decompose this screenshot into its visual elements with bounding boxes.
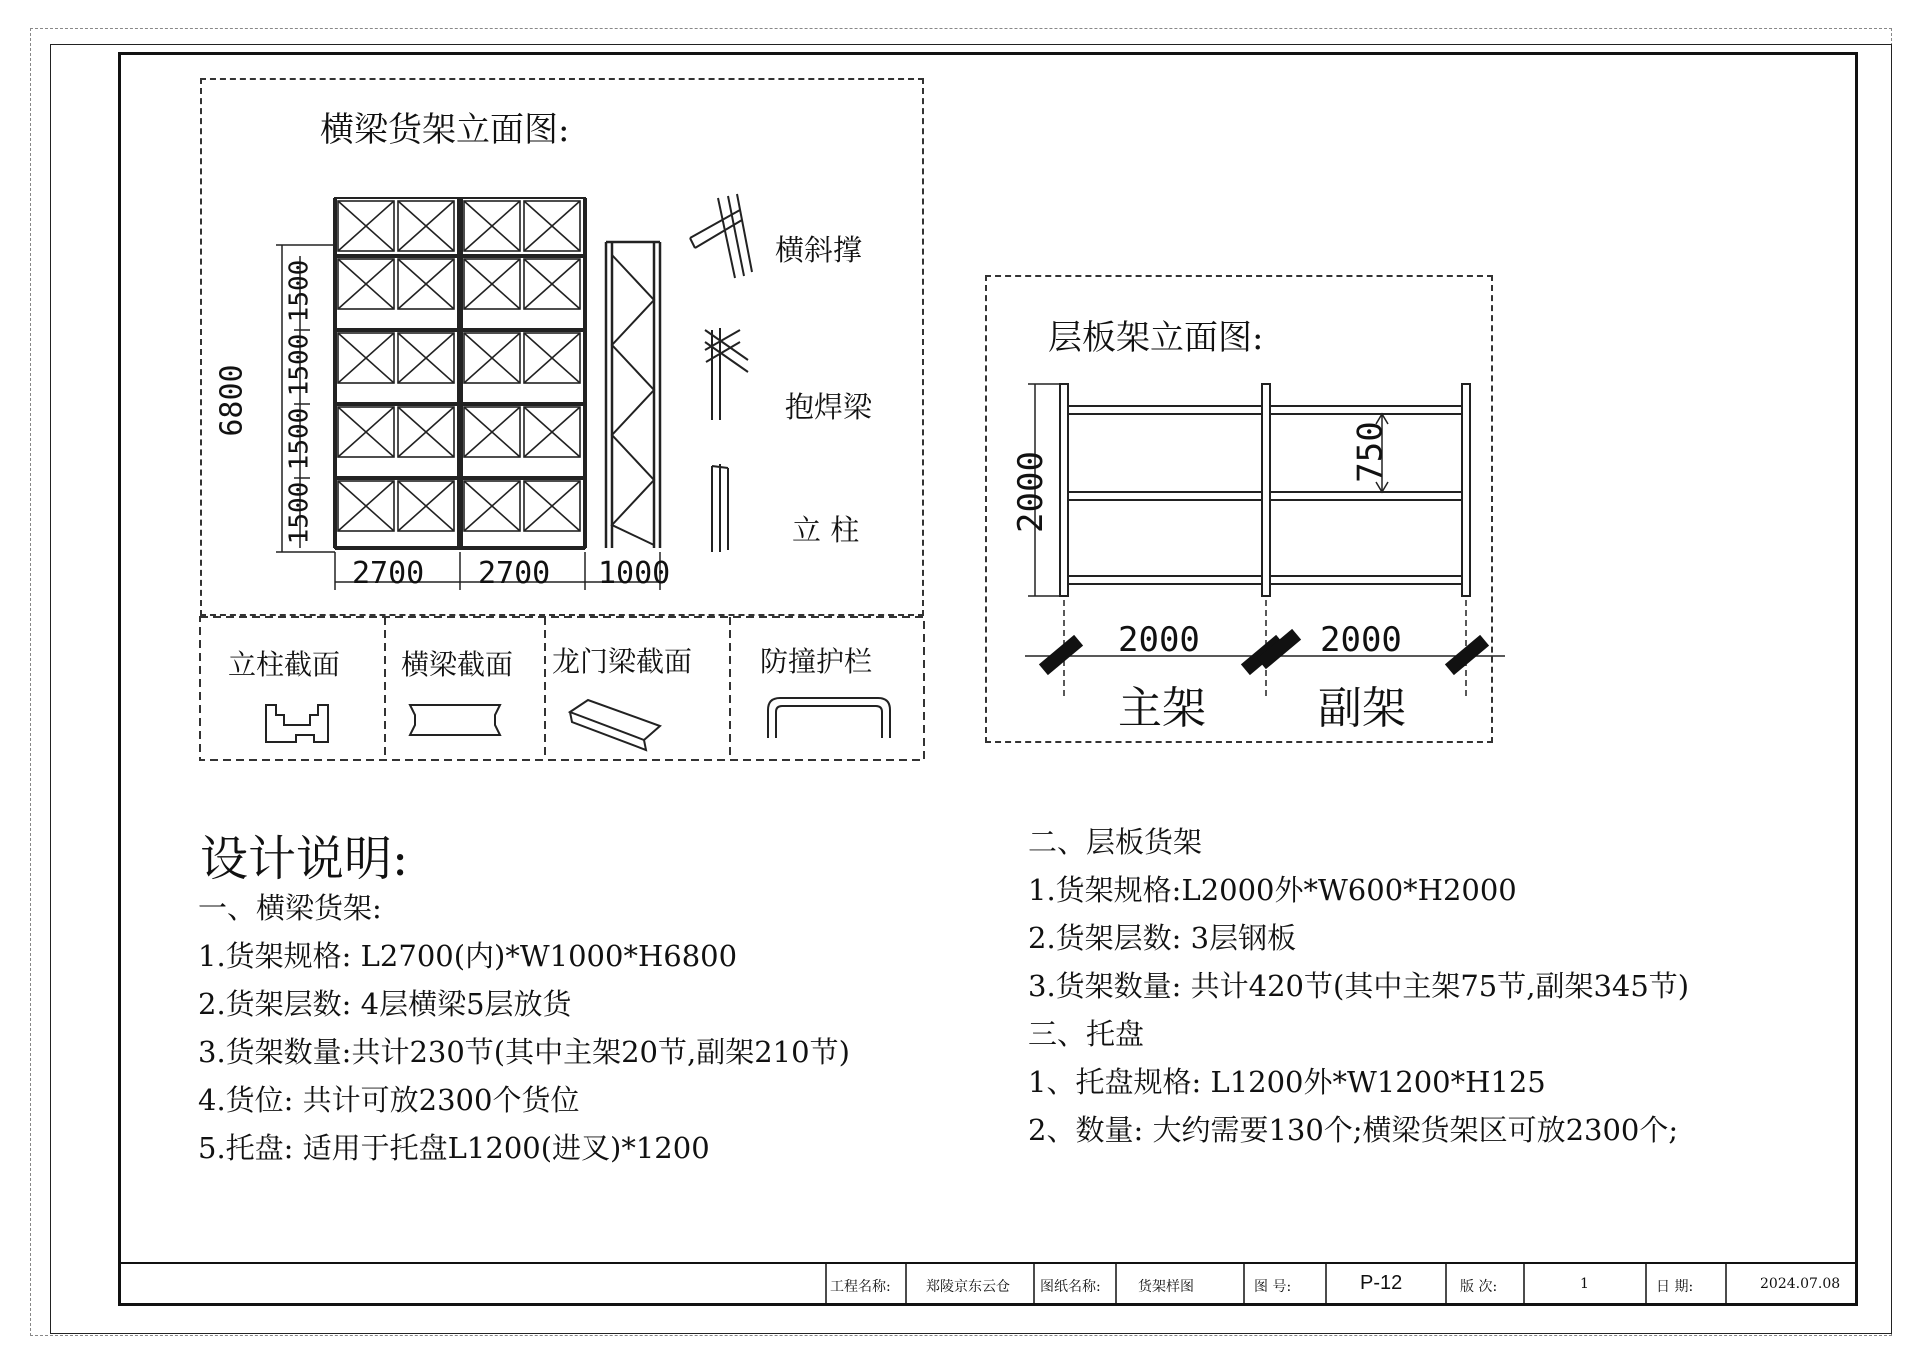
dim-depth: 1000	[598, 556, 671, 591]
beam-label: 抱焊梁	[785, 390, 873, 424]
drawing-name-value: 货架样图	[1138, 1279, 1194, 1295]
column-label: 立 柱	[792, 513, 860, 547]
shelf-rack-line: 2.货架层数: 3层钢板	[1028, 921, 1297, 955]
sub-frame-label: 副架	[1318, 683, 1406, 734]
drawing-name-label: 图纸名称:	[1040, 1279, 1101, 1295]
section-guardrail: 防撞护栏	[760, 645, 873, 678]
shelf-rack-line: 3.货架数量: 共计420节(其中主架75节,副架345节)	[1028, 969, 1690, 1003]
revision-value: 1	[1580, 1276, 1589, 1292]
shelf-rack-line: 1.货架规格:L2000外*W600*H2000	[1028, 873, 1517, 907]
revision-label: 版 次:	[1460, 1279, 1498, 1295]
racking-title: 横梁货架立面图:	[320, 110, 570, 150]
drawing-number-value: P-12	[1360, 1272, 1403, 1294]
beam-rack-line: 4.货位: 共计可放2300个货位	[198, 1083, 580, 1117]
dim-height-6800: 6800	[214, 364, 250, 437]
beam-rack-title: 一、横梁货架:	[198, 891, 382, 925]
shelf-dim-width-2: 2000	[1320, 620, 1402, 660]
pallet-line: 1、托盘规格: L1200外*W1200*H125	[1028, 1065, 1546, 1099]
shelf-dim-width-1: 2000	[1118, 620, 1200, 660]
date-value: 2024.07.08	[1760, 1276, 1841, 1292]
beam-rack-line: 5.托盘: 适用于托盘L1200(进叉)*1200	[198, 1131, 710, 1165]
dim-level-2: 1500	[284, 333, 315, 397]
dim-level-1: 1500	[284, 259, 315, 323]
shelf-dim-spacing: 750	[1350, 421, 1391, 483]
beam-rack-line: 1.货架规格: L2700(内)*W1000*H6800	[198, 939, 738, 973]
project-name-label: 工程名称:	[830, 1279, 891, 1295]
shelving-title: 层板架立面图:	[1048, 318, 1264, 358]
pallet-title: 三、托盘	[1028, 1017, 1145, 1051]
drawing-number-label: 图 号:	[1254, 1279, 1292, 1295]
date-label: 日 期:	[1656, 1279, 1694, 1295]
dim-width-1: 2700	[352, 556, 425, 591]
shelf-rack-title: 二、层板货架	[1028, 825, 1203, 859]
beam-rack-line: 2.货架层数: 4层横梁5层放货	[198, 987, 572, 1021]
dim-level-4: 1500	[284, 481, 315, 545]
brace-label: 横斜撑	[775, 233, 863, 267]
section-gantry-beam: 龙门梁截面	[552, 645, 693, 678]
section-beam: 横梁截面	[401, 648, 514, 681]
pallet-line: 2、数量: 大约需要130个;横梁货架区可放2300个;	[1028, 1113, 1679, 1147]
dim-width-2: 2700	[478, 556, 551, 591]
main-frame-label: 主架	[1118, 683, 1206, 734]
section-column: 立柱截面	[228, 648, 341, 681]
notes-heading: 设计说明:	[200, 831, 409, 887]
beam-rack-line: 3.货架数量:共计230节(其中主架20节,副架210节)	[198, 1035, 850, 1069]
project-name-value: 郑陵京东云仓	[926, 1279, 1010, 1295]
dim-level-3: 1500	[284, 407, 315, 471]
shelf-dim-height: 2000	[1010, 451, 1051, 533]
